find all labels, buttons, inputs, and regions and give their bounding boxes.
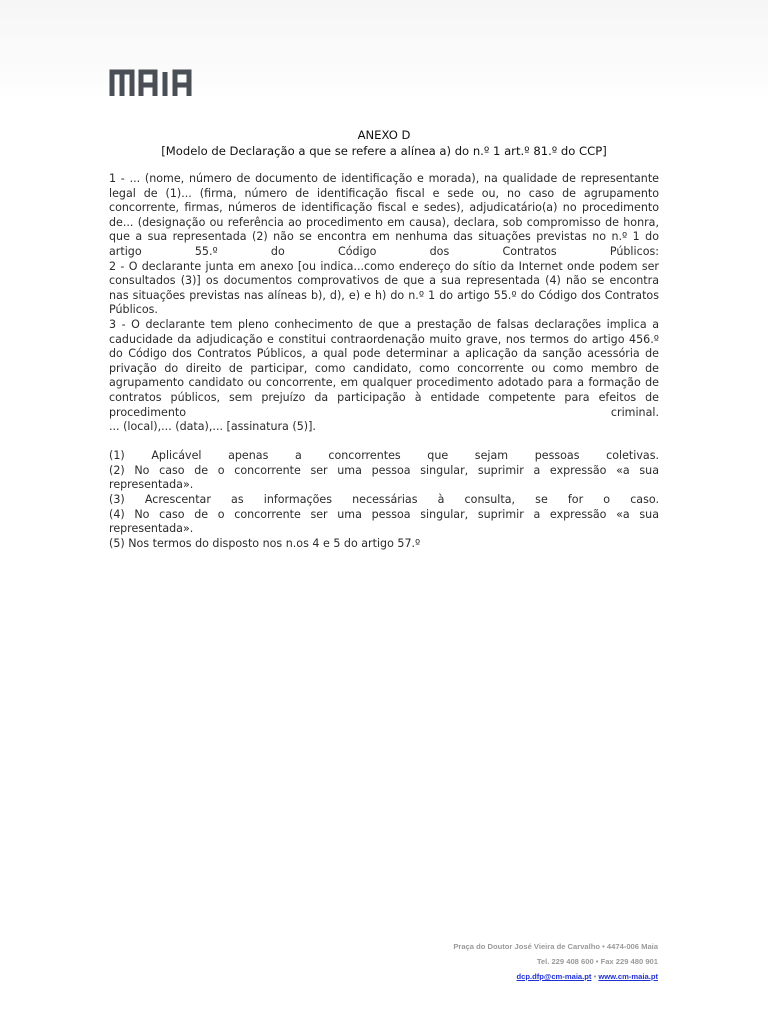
footer-separator: • <box>593 972 597 981</box>
maia-logo <box>109 66 203 96</box>
document-heading <box>109 127 659 159</box>
declaration-body <box>109 172 659 551</box>
note-1: (1) Aplicável apenas a concorrentes que sejam pessoas coletivas. <box>109 449 659 463</box>
paragraph-3: 3 - O declarante tem pleno conhecimento de que a prestação de falsas declarações implica a caducidade da adjudicação e constitui contraordenação muito grave, nos termos do artigo 456.º do Código dos Contratos Públicos, a qual pode determinar a aplicação da sanção acessória de privação do direito de participar, como candidato, como concorrente ou como membro de agrupamento candidato ou concorrente, em qualquer procedimento adotado para a formação de contratos públicos, sem prejuízo da participação à entidade competente para efeitos de procedimento criminal. <box>109 317 659 419</box>
note-5: (5) Nos termos do disposto nos n.os 4 e 5 do artigo 57.º <box>109 536 421 550</box>
paragraph-1: 1 - ... (nome, número de documento de identificação e morada), na qualidade de representante legal de (1)... (firma, número de identificação fiscal e sede ou, no caso de agrupamento concorrente, firmas, números de identificação fiscal e sedes), adjudicatário(a) no procedimento de... (designação ou referência ao procedimento em causa), declara, sob compromisso de honra, que a sua representada (2) não se encontra em nenhuma das situações previstas no n.º 1 do artigo 55.º do Código dos Contratos Públicos: <box>109 172 659 258</box>
paragraph-2: 2 - O declarante junta em anexo [ou indica...como endereço do sítio da Internet onde podem ser consultados (3)] os documentos comprovativos de que a sua representada (4) não se encontra nas situações previstas nas alíneas b), d), e) e h) do n.º 1 do artigo 55.º do Código dos Contratos Públicos. <box>109 259 659 317</box>
note-4: (4) No caso de o concorrente ser uma pessoa singular, suprimir a expressão «a sua representada». <box>109 507 659 536</box>
signature-line: ... (local),... (data),... [assinatura (5)]. <box>109 420 316 434</box>
page-footer <box>298 939 658 984</box>
footer-contacts: Tel. 229 408 600 • Fax 229 480 901 <box>536 957 658 966</box>
annex-title: ANEXO D <box>357 128 411 142</box>
note-3: (3) Acrescentar as informações necessárias à consulta, se for o caso. <box>109 493 659 507</box>
annex-subtitle: [Modelo de Declaração a que se refere a alínea a) do n.º 1 art.º 81.º do CCP] <box>161 144 607 158</box>
footer-links <box>298 969 658 984</box>
footer-address: Praça do Doutor José Vieira de Carvalho • 4474-006 Maia <box>453 942 658 951</box>
website-link[interactable]: www.cm-maia.pt <box>598 972 658 981</box>
email-link[interactable]: dcp.dfp@cm-maia.pt <box>516 972 592 981</box>
note-2: (2) No caso de o concorrente ser uma pessoa singular, suprimir a expressão «a sua representada». <box>109 463 659 492</box>
